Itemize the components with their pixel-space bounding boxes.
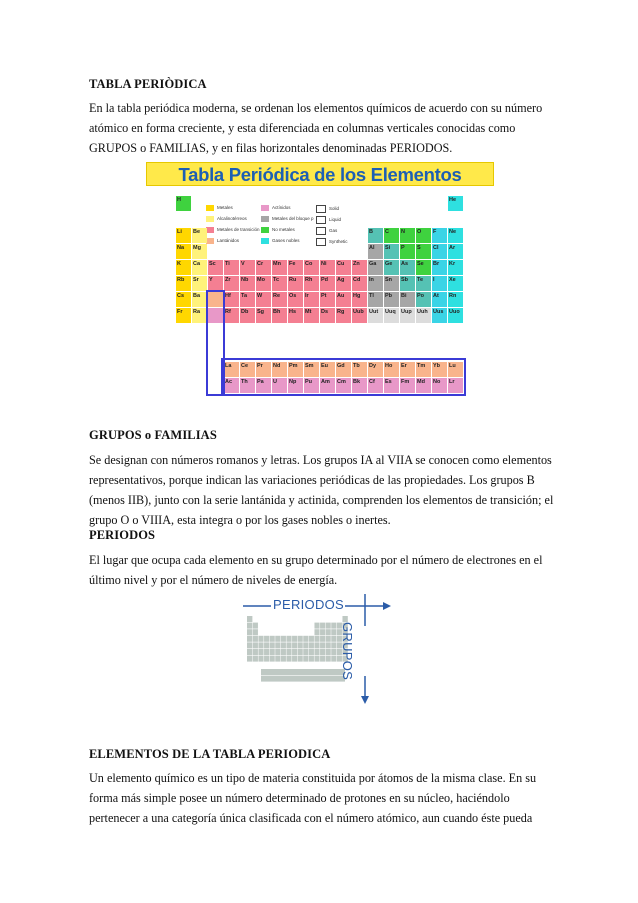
element-cell: Sg — [256, 308, 271, 323]
element-cell: Dy — [368, 362, 383, 377]
heading-periodos: PERIODOS — [89, 528, 156, 542]
paragraph-tabla — [89, 98, 551, 158]
element-cell: Mo — [256, 276, 271, 291]
element-cell: N — [400, 228, 415, 243]
element-cell: Cf — [368, 378, 383, 393]
element-cell: Ni — [320, 260, 335, 275]
element-cell: La — [224, 362, 239, 377]
element-cell: Yb — [432, 362, 447, 377]
legend-swatch — [261, 238, 269, 244]
element-cell: B — [368, 228, 383, 243]
element-cell: Rg — [336, 308, 351, 323]
element-cell: Kr — [448, 260, 463, 275]
paragraph-line: representativos, porque indican las variaciones periódicas de las propiedades. Los grupos B — [89, 473, 535, 487]
legend-label: Lantánidos — [217, 238, 240, 244]
paragraph-grupos — [89, 450, 554, 530]
element-cell: Ag — [336, 276, 351, 291]
grupos-label: GRUPOS — [340, 622, 355, 681]
element-cell: Os — [288, 292, 303, 307]
paragraph-line: atómico en forma creciente, y esta diferenciada en columnas verticales conocidas como — [89, 121, 516, 135]
heading-tabla-periodica: TABLA PERIÒDICA — [89, 77, 207, 91]
element-cell: Cm — [336, 378, 351, 393]
element-cell: Bh — [272, 308, 287, 323]
element-cell: Pb — [384, 292, 399, 307]
f-block-row — [261, 676, 345, 682]
element-cell: Ti — [224, 260, 239, 275]
paragraph-line: Se designan con números romanos y letras. Los grupos IA al VIIA se conocen como elementos — [89, 453, 552, 467]
element-cell: Cd — [352, 276, 367, 291]
legend-item — [261, 216, 314, 222]
element-cell: Fr — [176, 308, 191, 323]
element-cell: Ga — [368, 260, 383, 275]
grupos-arrowhead — [361, 696, 369, 704]
element-cell: He — [448, 196, 463, 211]
element-cell: Uus — [432, 308, 447, 323]
element-cell: No — [432, 378, 447, 393]
paragraph-line: GRUPOS o FAMILIAS, y en filas horizontales denominadas PERIODOS. — [89, 141, 453, 155]
legend-swatch — [316, 216, 326, 224]
element-cell: Uub — [352, 308, 367, 323]
element-cell: Th — [240, 378, 255, 393]
heading-elementos: ELEMENTOS DE LA TABLA PERIODICA — [89, 747, 331, 761]
paragraph-line: último nivel y por el número de niveles de energía. — [89, 573, 338, 587]
heading-grupos: GRUPOS o FAMILIAS — [89, 428, 217, 442]
element-cell: S — [416, 244, 431, 259]
periodic-table-figure — [146, 162, 494, 402]
element-cell: Ho — [384, 362, 399, 377]
legend-label: Solid — [329, 206, 340, 212]
element-cell: As — [400, 260, 415, 275]
element-cell: Tc — [272, 276, 287, 291]
paragraph-line: Un elemento químico es un tipo de materia constituida por átomos de la misma clase. En su — [89, 771, 537, 785]
element-cell: O — [416, 228, 431, 243]
element-cell: Co — [304, 260, 319, 275]
element-cell: Nb — [240, 276, 255, 291]
element-cell: Pa — [256, 378, 271, 393]
element-cell: Pr — [256, 362, 271, 377]
element-cell: Pu — [304, 378, 319, 393]
paragraph-line: El lugar que ocupa cada elemento en su grupo determinado por el número de electrones en el — [89, 553, 543, 567]
element-cell: Ra — [192, 308, 207, 323]
element-cell: Lr — [448, 378, 463, 393]
legend-label: Alcalinotérreos — [217, 216, 247, 222]
element-cell: Rh — [304, 276, 319, 291]
element-cell: Sb — [400, 276, 415, 291]
periods-groups-diagram — [243, 594, 393, 704]
element-cell: C — [384, 228, 399, 243]
legend-label: Gas — [329, 228, 338, 234]
periodic-table-title: Tabla Periódica de los Elementos — [146, 162, 494, 186]
legend-item — [206, 238, 239, 244]
element-cell: Po — [416, 292, 431, 307]
table-cell-block — [247, 616, 253, 622]
legend-item — [206, 205, 233, 211]
element-cell: Gd — [336, 362, 351, 377]
element-cell: K — [176, 260, 191, 275]
element-cell: Ge — [384, 260, 399, 275]
element-cell: Nd — [272, 362, 287, 377]
paragraph-line: grupo O o VIIIA, esta integra o por los gases nobles o inertes. — [89, 513, 391, 527]
legend-item — [261, 238, 300, 244]
element-cell: Ar — [448, 244, 463, 259]
element-cell: Ta — [240, 292, 255, 307]
element-cell: Li — [176, 228, 191, 243]
element-cell: I — [432, 276, 447, 291]
paragraph-line: En la tabla periódica moderna, se ordenan los elementos químicos de acuerdo con su número — [89, 101, 543, 115]
element-cell: Cr — [256, 260, 271, 275]
element-cell: Am — [320, 378, 335, 393]
element-cell: Sm — [304, 362, 319, 377]
element-cell: V — [240, 260, 255, 275]
element-cell: Hs — [288, 308, 303, 323]
legend-swatch — [206, 205, 214, 211]
element-cell: Bi — [400, 292, 415, 307]
paragraph-periodos — [89, 550, 551, 590]
element-cell: Sc — [208, 260, 223, 275]
element-cell: Re — [272, 292, 287, 307]
element-cell: Db — [240, 308, 255, 323]
element-cell: Cl — [432, 244, 447, 259]
element-cell: P — [400, 244, 415, 259]
element-cell: Sn — [384, 276, 399, 291]
element-cell: Np — [288, 378, 303, 393]
paragraph-line: pertenecer a una categoría única clasificada con el número atómico, aun cuando éste pueda — [89, 811, 533, 825]
element-cell: Te — [416, 276, 431, 291]
element-cell: Fm — [400, 378, 415, 393]
element-cell: U — [272, 378, 287, 393]
paragraph-elementos — [89, 768, 551, 828]
series-connector-frame — [221, 358, 466, 396]
element-cell: At — [432, 292, 447, 307]
element-cell: Ds — [320, 308, 335, 323]
element-cell: Er — [400, 362, 415, 377]
element-cell: Ac — [224, 378, 239, 393]
element-cell: Be — [192, 228, 207, 243]
legend-item — [206, 227, 260, 233]
periodos-arrowhead — [383, 602, 391, 610]
element-cell: Al — [368, 244, 383, 259]
element-cell: Ne — [448, 228, 463, 243]
element-cell: Na — [176, 244, 191, 259]
element-cell: Rf — [224, 308, 239, 323]
element-cell: Md — [416, 378, 431, 393]
element-cell: Si — [384, 244, 399, 259]
element-cell: Uuh — [416, 308, 431, 323]
element-cell: Y — [208, 276, 223, 291]
legend-item — [316, 227, 337, 235]
legend-swatch — [261, 227, 269, 233]
element-cell: Sr — [192, 276, 207, 291]
legend-swatch — [206, 216, 214, 222]
element-cell: Bk — [352, 378, 367, 393]
element-cell: Cs — [176, 292, 191, 307]
element-cell: Pm — [288, 362, 303, 377]
legend-swatch — [206, 238, 214, 244]
element-cell: Hg — [352, 292, 367, 307]
legend-label: Liquid — [329, 217, 342, 223]
element-cell: Eu — [320, 362, 335, 377]
legend-item — [261, 205, 291, 211]
legend-label: Gases nobles — [272, 238, 300, 244]
element-cell: Mn — [272, 260, 287, 275]
element-cell: Uuq — [384, 308, 399, 323]
element-cell: Rn — [448, 292, 463, 307]
paragraph-line: (menos IIB), junto con la serie lantánida y actinida, comprenden los elementos de transición; el — [89, 493, 554, 507]
legend-item — [261, 227, 295, 233]
element-cell: Zn — [352, 260, 367, 275]
element-cell: Ba — [192, 292, 207, 307]
element-cell: Au — [336, 292, 351, 307]
element-cell: Fe — [288, 260, 303, 275]
legend-swatch — [261, 205, 269, 211]
paragraph-line: forma más simple posee un número determinado de protones en su núcleo, haciéndolo — [89, 791, 510, 805]
element-cell: Es — [384, 378, 399, 393]
element-cell: Pd — [320, 276, 335, 291]
element-cell: In — [368, 276, 383, 291]
element-cell: Xe — [448, 276, 463, 291]
element-cell: Mg — [192, 244, 207, 259]
legend-swatch — [316, 238, 326, 246]
legend-label: Metales de transición — [217, 227, 260, 233]
element-cell: Rb — [176, 276, 191, 291]
legend-label: Metales del bloque p — [272, 216, 314, 222]
legend-item — [316, 238, 348, 246]
element-cell: Mt — [304, 308, 319, 323]
legend-item — [206, 216, 247, 222]
element-cell: Pt — [320, 292, 335, 307]
legend-swatch — [316, 205, 326, 213]
element-cell: Uut — [368, 308, 383, 323]
element-cell: W — [256, 292, 271, 307]
element-cell: Ca — [192, 260, 207, 275]
f-block-row — [261, 669, 345, 675]
element-cell: Hf — [224, 292, 239, 307]
element-cell: Br — [432, 260, 447, 275]
element-cell: Uuo — [448, 308, 463, 323]
group3-connector-frame — [206, 290, 225, 396]
element-cell: Ce — [240, 362, 255, 377]
legend-item — [316, 216, 341, 224]
legend-item — [316, 205, 339, 213]
legend-label: Metales — [217, 205, 233, 211]
element-cell: Ir — [304, 292, 319, 307]
element-cell: Tm — [416, 362, 431, 377]
legend-swatch — [316, 227, 326, 235]
element-cell: Lu — [448, 362, 463, 377]
periodos-label: PERIODOS — [273, 597, 345, 612]
element-cell: F — [432, 228, 447, 243]
legend-label: No metales — [272, 227, 295, 233]
element-cell: Tl — [368, 292, 383, 307]
legend-label: Actínidos — [272, 205, 291, 211]
element-cell: H — [176, 196, 191, 211]
element-cell: Ru — [288, 276, 303, 291]
legend-swatch — [261, 216, 269, 222]
element-cell: Uup — [400, 308, 415, 323]
element-cell: Se — [416, 260, 431, 275]
element-cell: Zr — [224, 276, 239, 291]
legend-label: Synthetic — [329, 239, 348, 245]
element-cell: Cu — [336, 260, 351, 275]
element-cell: Tb — [352, 362, 367, 377]
legend-swatch — [206, 227, 214, 233]
